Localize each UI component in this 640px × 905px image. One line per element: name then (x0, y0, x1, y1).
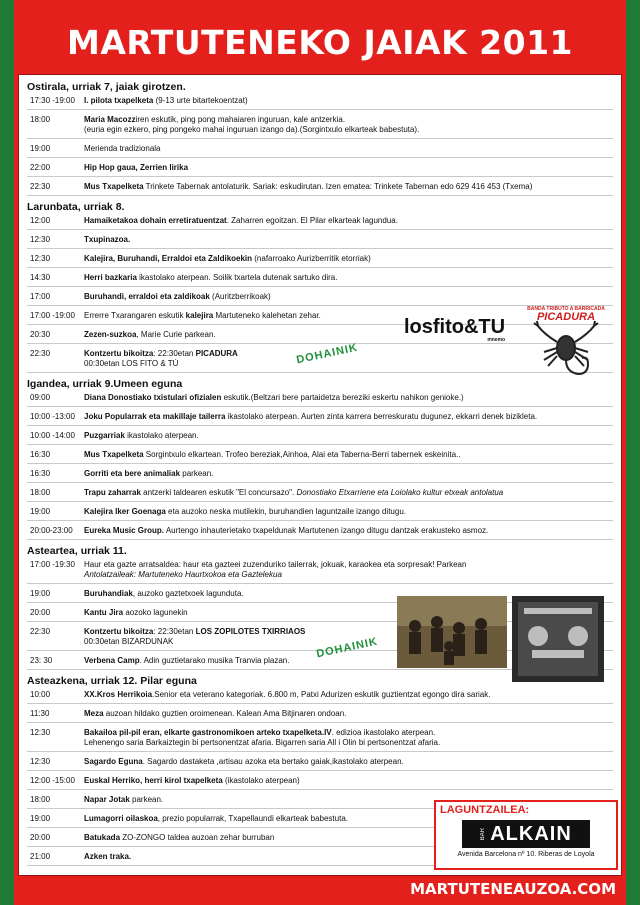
poster-title: MARTUTENEKO JAIAK 2011 (67, 23, 573, 62)
event-text: Haur eta gazte arratsaldea: haur eta gazteei zuzenduriko tailerrak, jokuak, karaokea eta sorpresak! Parkean (84, 560, 467, 569)
event-time: 12:00 -15:00 (30, 776, 75, 785)
sponsor-label: LAGUNTZAILEA: (440, 804, 530, 816)
event-text: ikastolako aterpean. (124, 431, 199, 440)
event-time: 10:00 -13:00 (30, 412, 75, 421)
event-text: (9-13 urte bitartekoentzat) (153, 96, 248, 105)
event-text: . edizioa ikastolako aterpean. (331, 728, 436, 737)
event-row (27, 182, 613, 196)
event-row (27, 488, 613, 502)
sponsor-box (434, 800, 618, 870)
event-description (84, 163, 613, 173)
event-title: I. pilota txapelketa (84, 96, 154, 105)
event-text: eta auzoko neska mutilekin, buruhandien laguntzaile izango ditugu. (165, 507, 406, 516)
event-description (84, 526, 613, 536)
event-time: 20:30 (30, 330, 51, 339)
event-text: Trinkete Tabernak antolaturik. Sariak: eskudirutan. Izen ematea: Trinkete Tabernan edo 629 416 453 (Txema) (143, 182, 533, 191)
event-title: Kontzertu bikoitza (84, 349, 154, 358)
event-text: . Zaharren egoitzan. El Pilar elkarteak lagundua. (226, 216, 398, 225)
event-title: Gorriti eta bere animaliak (84, 469, 181, 478)
event-title: Kalejira, Buruhandi, Erraldoi eta Zaldikoekin (84, 254, 253, 263)
event-title: Trapu zaharrak (84, 488, 141, 497)
event-time: 22:00 (30, 163, 51, 172)
event-text: auzoan hildako guztien oroimenean. Kalean Ama Bitjinaren ondoan. (103, 709, 347, 718)
event-time: 20:00-23:00 (30, 526, 73, 535)
event-description (84, 431, 613, 441)
bar-alkain-logo (462, 820, 590, 848)
event-title: Diana Donostiako txistulari ofizialen (84, 393, 222, 402)
event-title: Kontzertu bikoitza (84, 627, 154, 636)
event-title: Batukada (84, 833, 121, 842)
event-row (27, 431, 613, 445)
event-row (27, 412, 613, 426)
event-text: (ikastolako aterpean) (222, 776, 300, 785)
event-text: : 22:30etan (153, 349, 196, 358)
event-row (27, 216, 613, 230)
event-time: 17:00 -19:30 (30, 560, 75, 569)
event-row (27, 115, 613, 139)
event-title: Zezen-suzkoa (84, 330, 137, 339)
event-line-2: 00:30etan BIZARDUNAK (84, 637, 174, 646)
event-time: 09:00 (30, 393, 51, 402)
event-title: Meza (84, 709, 104, 718)
event-line-2: 00:30etan LOS FITO & TÚ (84, 359, 179, 368)
left-green-border (0, 0, 14, 905)
event-time: 19:00 (30, 507, 51, 516)
event-text: iren eskutik, ping pong mahaiaren inguruan, kale antzerkia. (135, 115, 346, 124)
event-text: . Sagardo dastaketa ,artisau azoka eta bertako gaiak,ikastolako aterpean. (142, 757, 404, 766)
bar-small-text: BAR (480, 827, 487, 841)
event-title: Maria Macozz (84, 115, 136, 124)
event-time: 11:30 (30, 709, 50, 718)
event-time: 18:00 (30, 115, 51, 124)
event-title: Puzgarriak (84, 431, 125, 440)
event-row (27, 450, 613, 464)
event-time: 20:00 (30, 608, 51, 617)
event-row (27, 469, 613, 483)
band-photo (397, 596, 507, 668)
event-description (84, 709, 613, 719)
event-text: Aurtengo inhauterietako txapeldunak Martutenen izango ditugu dantzak erakusteko asmoz. (164, 526, 489, 535)
event-time: 21:00 (30, 852, 51, 861)
picadura-top-text: BANDA TRIBUTO A BARRICADA (527, 306, 605, 312)
event-description (84, 690, 613, 700)
day-heading: Igandea, urriak 9.Umeen eguna (27, 378, 183, 390)
event-title: Hip Hop gaua, Zerrien lirika (84, 163, 189, 172)
event-description (84, 560, 613, 580)
event-text: Merienda tradizionala (84, 144, 161, 153)
event-title: Azken traka. (84, 852, 132, 861)
event-title: Joku Popularrak eta makillaje tailerra (84, 412, 226, 421)
footer-website: MARTUTENEAUZOA.COM (410, 880, 616, 898)
event-row (27, 163, 613, 177)
event-highlight: LOS ZOPILOTES TXIRRIAOS (195, 627, 306, 636)
event-description (84, 144, 613, 154)
event-time: 17:30 -19:00 (30, 96, 75, 105)
event-description (84, 273, 613, 283)
event-description (84, 216, 613, 226)
right-green-border (626, 0, 640, 905)
event-text: : 22:30etan (153, 627, 196, 636)
event-description (84, 469, 613, 479)
event-row (27, 776, 613, 790)
event-row (27, 728, 613, 752)
event-row (27, 254, 613, 268)
album-cover (512, 596, 604, 682)
event-description (84, 292, 613, 302)
event-row (27, 507, 613, 521)
event-text: Sorgintxulo elkartean. Trofeo bereziak,Ainhoa, Alai eta Taberna-Berri tabernek eskeinita.. (143, 450, 461, 459)
event-time: 19:00 (30, 814, 51, 823)
event-title: Txupinazoa. (84, 235, 131, 244)
day-heading: Larunbata, urriak 8. (27, 201, 125, 213)
event-row (27, 96, 613, 110)
event-title: Mus Txapelketa (84, 450, 144, 459)
event-title: Hamaiketakoa dohain erretiratuentzat (84, 216, 227, 225)
event-title: Herri bazkaria (84, 273, 137, 282)
event-description (84, 450, 613, 460)
event-description (84, 393, 613, 403)
day-heading: Asteazkena, urriak 12. Pilar eguna (27, 675, 197, 687)
event-text: parkean. (180, 469, 214, 478)
event-title: XX.Kros Herrikoia (84, 690, 153, 699)
day-heading: Ostirala, urriak 7, jaiak girotzen. (27, 81, 186, 93)
event-text: ikastolako aterpean. Soilik txartela dutenak sartuko dira. (136, 273, 338, 282)
picadura-name-text: PICADURA (536, 311, 596, 323)
event-text: , prezio popularrak, Txapellaundi elkarteak babestuta. (157, 814, 348, 823)
event-row (27, 235, 613, 249)
event-text: ZO-ZONGO taldea auzoan zehar burruban (120, 833, 275, 842)
event-row (27, 526, 613, 540)
event-title: Kantu Jira (84, 608, 124, 617)
event-note: Donostiako Etxarriene eta Loiolako kultur etxeak antolatua (296, 488, 504, 497)
event-time: 12:30 (30, 728, 51, 737)
dohainik-stamp-2: DOHAINIK (315, 635, 379, 661)
event-time: 12:30 (30, 757, 51, 766)
event-time: 12:00 (30, 216, 51, 225)
sponsor-address: Avenida Barcelona nº 10. Riberas de Loyola (457, 851, 595, 858)
event-description (84, 776, 613, 786)
event-text: (Auritzberrikoak) (209, 292, 271, 301)
event-text: Errerre Txarangaren eskutik (84, 311, 186, 320)
event-title: Kalejira Iker Goenaga (84, 507, 166, 516)
event-text: , auzoko gaztetxoek lagunduta. (132, 589, 244, 598)
event-time: 22:30 (30, 182, 51, 191)
event-text: ikastolako aterpean. Aurten zinta karrera berreskuratu dugunez, ekkarri denek bizikleta. (225, 412, 538, 421)
event-line-2: Lehenengo saria Barkaiztegin bi pertsonentzat afaria. Bigarren saria All i Olin bi pertsonentzat afaria. (84, 738, 441, 747)
event-text: (nafarroako Aurizberritik etorriak) (252, 254, 371, 263)
event-title: Euskal Herriko, herri kirol txapelketa (84, 776, 223, 785)
event-line-2: (euria egin ezkero, ping pongeko mahai inguruan izango da).(Sorgintxulo elkarteak babestuta). (84, 125, 420, 134)
event-highlight: PICADURA (195, 349, 238, 358)
event-description (84, 757, 613, 767)
event-description (84, 488, 613, 498)
event-row (27, 757, 613, 771)
day-heading: Astearte​a, urriak 11. (27, 545, 127, 557)
event-highlight: kalejira (185, 311, 214, 320)
event-time: 10:00 (30, 690, 51, 699)
event-title: Buruhandi, erraldoi eta zaldikoak (84, 292, 210, 301)
event-description (84, 507, 613, 517)
scorpion-icon (534, 321, 598, 374)
event-time: 22:30 (30, 349, 51, 358)
event-time: 16:30 (30, 450, 51, 459)
event-time: 17:00 (30, 292, 51, 301)
event-time: 20:00 (30, 833, 51, 842)
event-time: 12:30 (30, 235, 51, 244)
event-row (27, 709, 613, 723)
los-fito-y-tu-logo (404, 316, 505, 343)
event-title: Mus Txapelketa (84, 182, 144, 191)
event-row (27, 560, 613, 584)
event-time: 12:30 (30, 254, 51, 263)
event-row (27, 690, 613, 704)
event-text: , Marie Curie parkean. (136, 330, 216, 339)
event-time: 22:30 (30, 627, 51, 636)
event-row (27, 144, 613, 158)
event-time: 19:00 (30, 144, 51, 153)
event-description (84, 115, 613, 135)
event-time: 19:00 (30, 589, 51, 598)
event-text: parkean. (129, 795, 164, 804)
event-title: Napar Jotak (84, 795, 130, 804)
event-row (27, 393, 613, 407)
event-organizers: Antolatzaileak: Martuteneko Haurtxokoa eta Gaztelekua (84, 570, 282, 579)
bar-name: ALKAIN (490, 822, 572, 845)
event-time: 14:30 (30, 273, 51, 282)
dohainik-stamp-1: DOHAINIK (295, 341, 359, 367)
event-title: Bakailoa pil-pil eran, elkarte gastronomikoen arteko txapelketa.IV (84, 728, 332, 737)
program-panel (18, 74, 622, 876)
event-text-2: Martuteneko kalehetan zehar. (213, 311, 321, 320)
event-time: 23: 30 (30, 656, 53, 665)
event-title: Eureka Music Group. (84, 526, 165, 535)
event-time: 18:00 (30, 488, 51, 497)
event-text: antzerki taldearen eskutik "El concursazo". (140, 488, 297, 497)
fito-logo-sub: mnemo (487, 337, 506, 343)
event-description (84, 182, 613, 192)
event-title: Lumagorri oilaskoa (84, 814, 158, 823)
event-description (84, 235, 613, 245)
event-text: .Senior eta veterano kategoriak. 6.800 m, Patxi Adurizen eskutik guztientzat egongo dira sariak. (152, 690, 491, 699)
event-description (84, 96, 613, 106)
event-description (84, 254, 613, 264)
event-description (84, 728, 613, 748)
event-time: 10:00 -14:00 (30, 431, 75, 440)
event-title: Sagardo Eguna (84, 757, 143, 766)
event-description (84, 412, 613, 422)
event-text: . Adin guztietarako musika Tranvia plazan. (139, 656, 290, 665)
event-text: eskutik.(Beltzari bere partaidetza bereziki eskertu nahikon genioke.) (221, 393, 464, 402)
event-row (27, 273, 613, 287)
picadura-logo (526, 304, 606, 378)
event-time: 18:00 (30, 795, 51, 804)
fito-logo-text: losfito&TU (404, 316, 506, 338)
event-text: aozoko lagunekin (123, 608, 188, 617)
event-title: Buruhandiak (84, 589, 133, 598)
event-time: 16:30 (30, 469, 51, 478)
event-title: Verbena Camp (84, 656, 140, 665)
event-time: 17:00 -19:00 (30, 311, 75, 320)
